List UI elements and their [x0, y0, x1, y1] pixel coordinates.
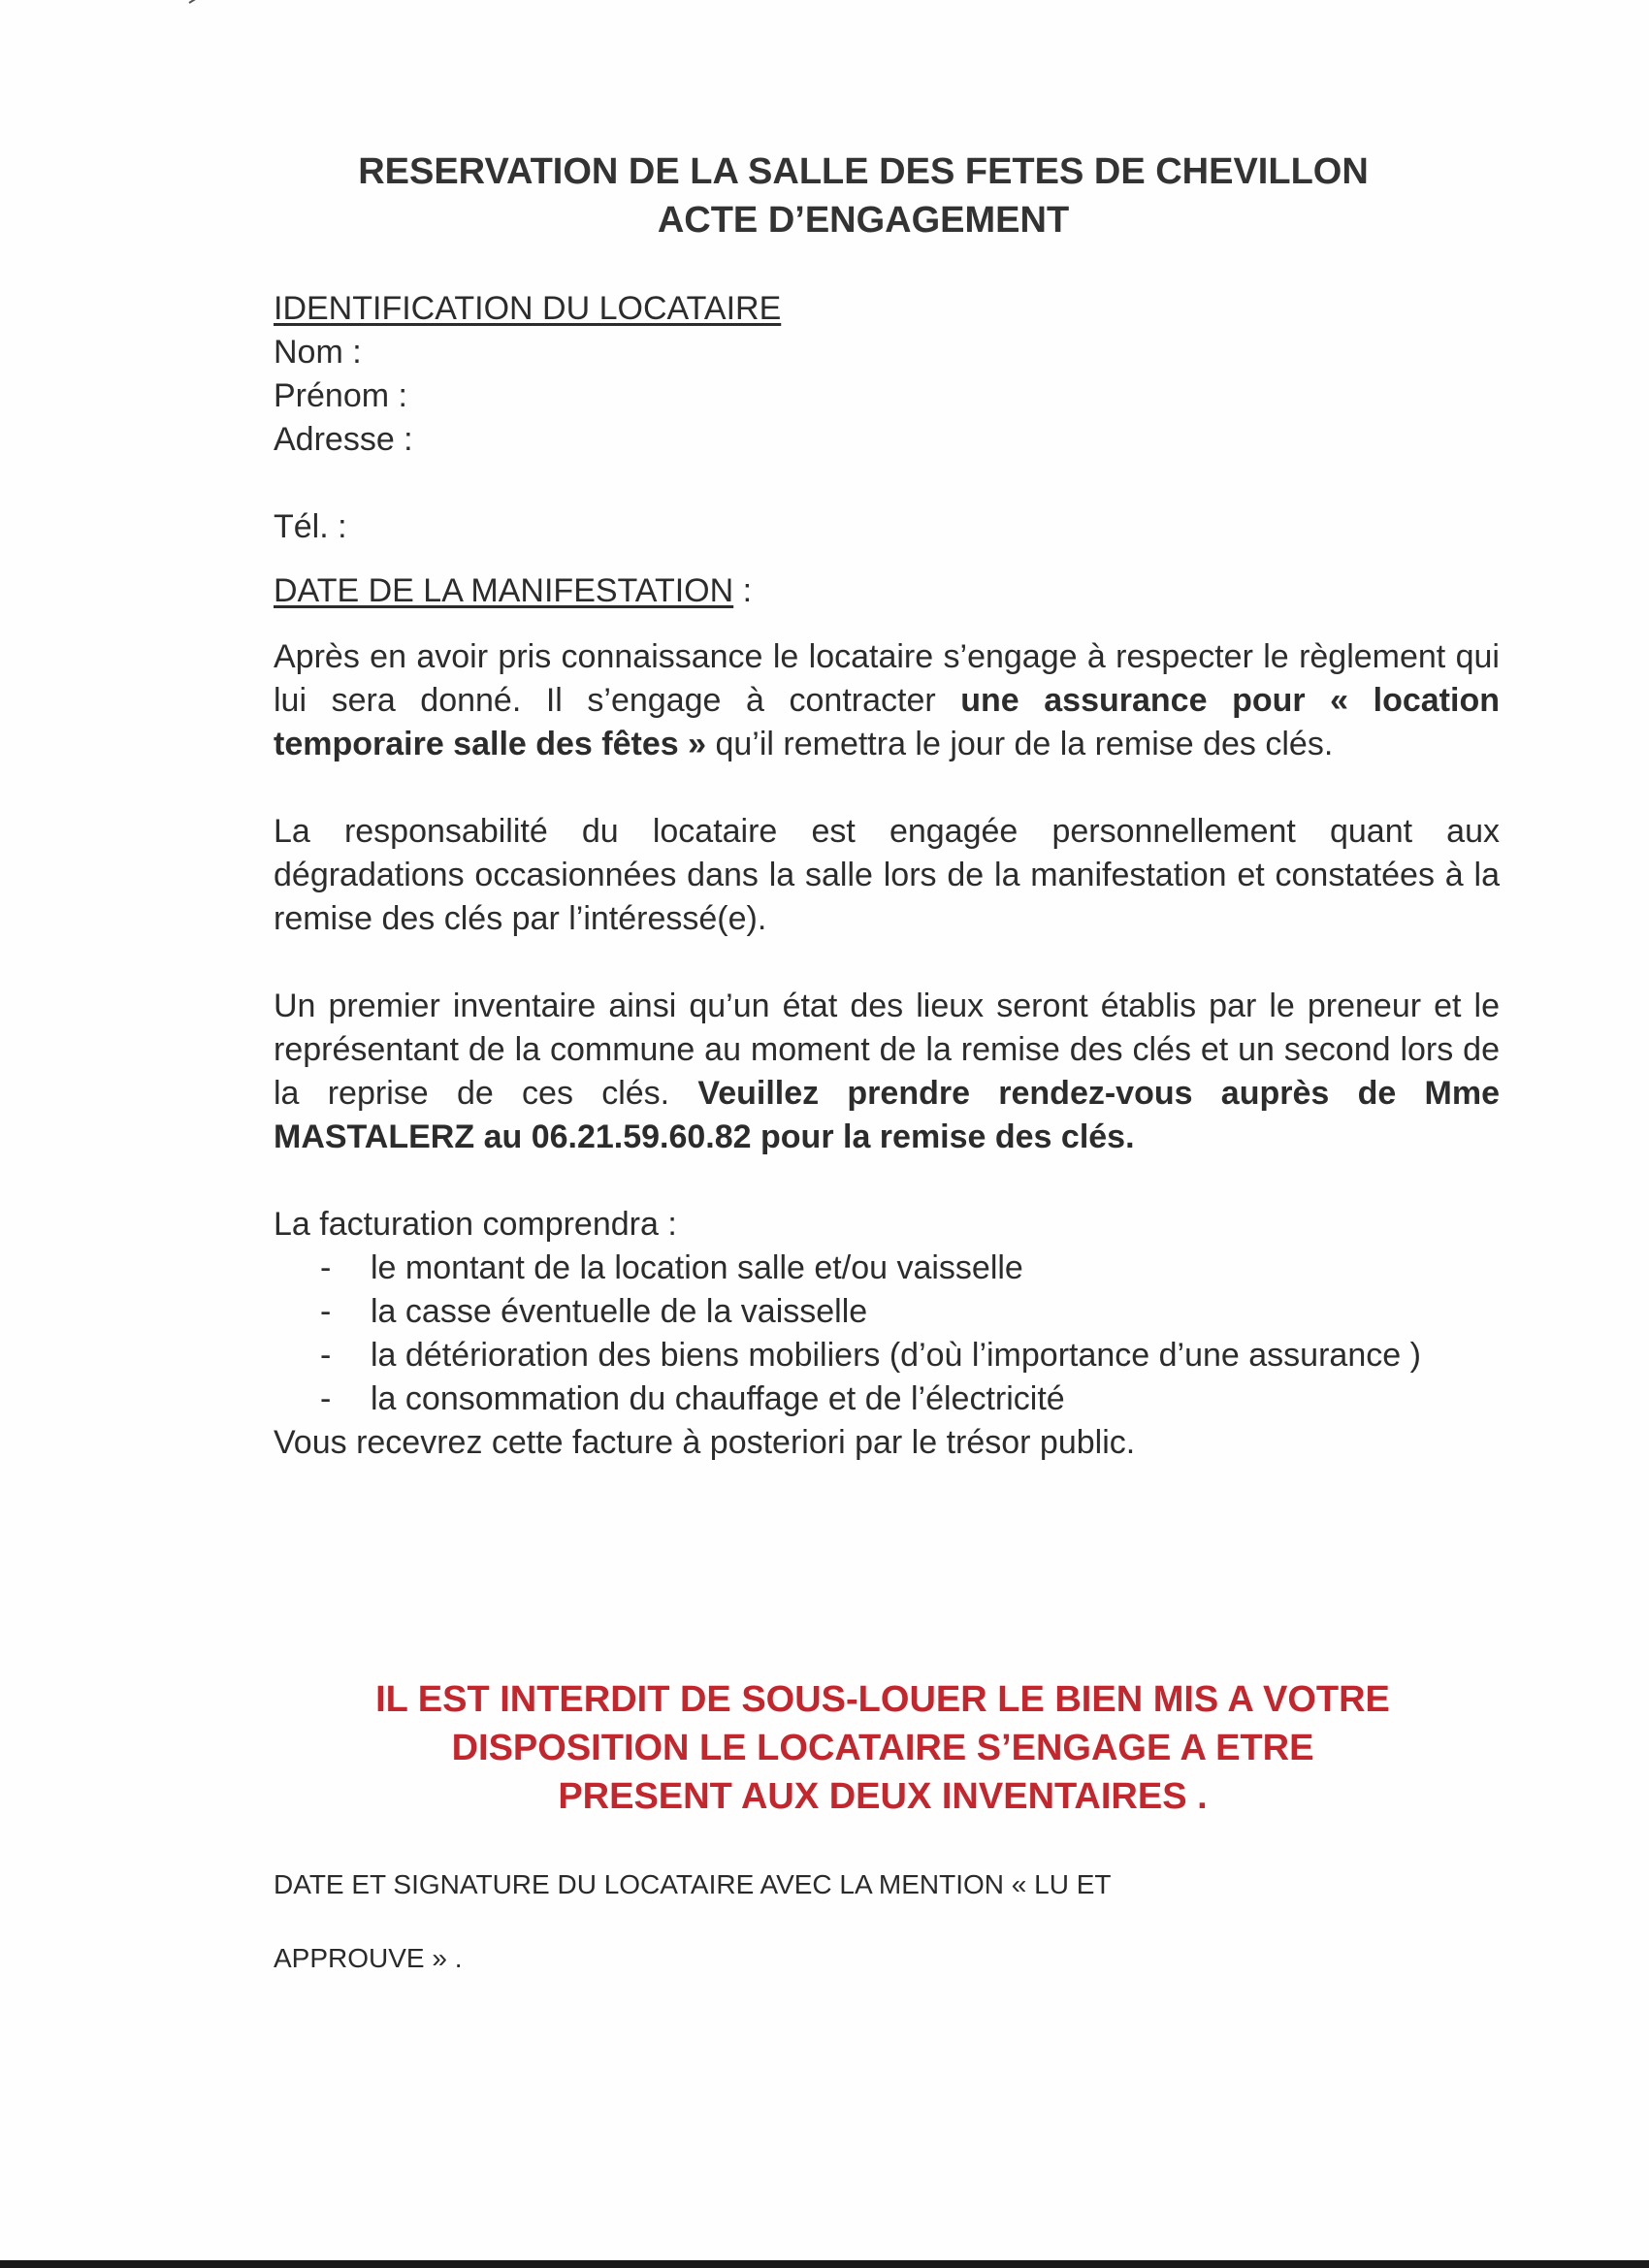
title-line-2: ACTE D’ENGAGEMENT	[657, 200, 1070, 241]
paragraph-responsabilite: La responsabilité du locataire est engagée personnellement quant aux dégradations occasionnées dans la salle lors de la manifestation et constatées à la remise des clés par l’intéressé(e).	[274, 813, 1500, 937]
paragraph-assurance	[274, 635, 1500, 766]
paragraph-inventaire-bold: Veuillez prendre rendez-vous auprès de Mme MASTALERZ au 06.21.59.60.82 pour la remise des clés.	[274, 1075, 1500, 1155]
list-item: - le montant de la location salle et/ou vaisselle	[274, 1247, 1500, 1290]
date-heading: DATE DE LA MANIFESTATION	[274, 572, 734, 609]
list-item: - la consommation du chauffage et de l’électricité	[274, 1377, 1500, 1421]
document-body	[274, 287, 1500, 1465]
identification-section	[274, 287, 1500, 549]
tel-label: Tél. :	[274, 508, 347, 545]
document-title	[233, 147, 1494, 244]
adresse-label: Adresse :	[274, 421, 413, 458]
scan-pen-mark	[188, 0, 229, 4]
paragraph-inventaire	[274, 985, 1500, 1159]
identification-heading: IDENTIFICATION DU LOCATAIRE	[274, 290, 782, 327]
list-item: - la détérioration des biens mobiliers (d’où l’importance d’une assurance )	[274, 1334, 1500, 1377]
warning-line-2: DISPOSITION LE LOCATAIRE S’ENGAGE A ETRE	[451, 1728, 1314, 1768]
paragraph-inventaire-text: Un premier inventaire ainsi qu’un état des lieux seront établis par le preneur et le représentant de la commune au moment de la remise des clés et un second lors de la reprise de ces clés.	[274, 988, 1500, 1112]
warning-line-3: PRESENT AUX DEUX INVENTAIRES .	[558, 1776, 1208, 1817]
date-heading-suffix: :	[733, 572, 753, 609]
facturation-outro: Vous recevrez cette facture à posteriori par le trésor public.	[274, 1424, 1136, 1461]
facturation-section	[274, 1203, 1500, 1465]
date-section	[274, 569, 1500, 613]
list-item: - la casse éventuelle de la vaisselle	[274, 1290, 1500, 1334]
facturation-list	[274, 1247, 1500, 1421]
facturation-intro: La facturation comprendra :	[274, 1206, 677, 1243]
title-line-1: RESERVATION DE LA SALLE DES FETES DE CHEVILLON	[358, 151, 1369, 192]
warning-notice	[233, 1675, 1533, 1821]
warning-line-1: IL EST INTERDIT DE SOUS-LOUER LE BIEN MIS A VOTRE	[375, 1679, 1390, 1720]
paragraph-assurance-text-2: qu’il remettra le jour de la remise des clés.	[706, 726, 1334, 762]
paragraph-assurance-bold: une assurance pour « location temporaire salle des fêtes »	[274, 682, 1500, 762]
signature-line-1: DATE ET SIGNATURE DU LOCATAIRE AVEC LA MENTION « LU ET	[274, 1869, 1112, 1899]
nom-label: Nom :	[274, 334, 362, 371]
signature-section	[274, 1867, 1535, 1976]
paragraph-assurance-text-1: Après en avoir pris connaissance le locataire s’engage à respecter le règlement qui lui sera donné. Il s’engage à contracter	[274, 638, 1500, 719]
scan-bottom-edge	[0, 2260, 1649, 2268]
prenom-label: Prénom :	[274, 377, 407, 414]
signature-line-2: APPROUVE » .	[274, 1943, 463, 1973]
